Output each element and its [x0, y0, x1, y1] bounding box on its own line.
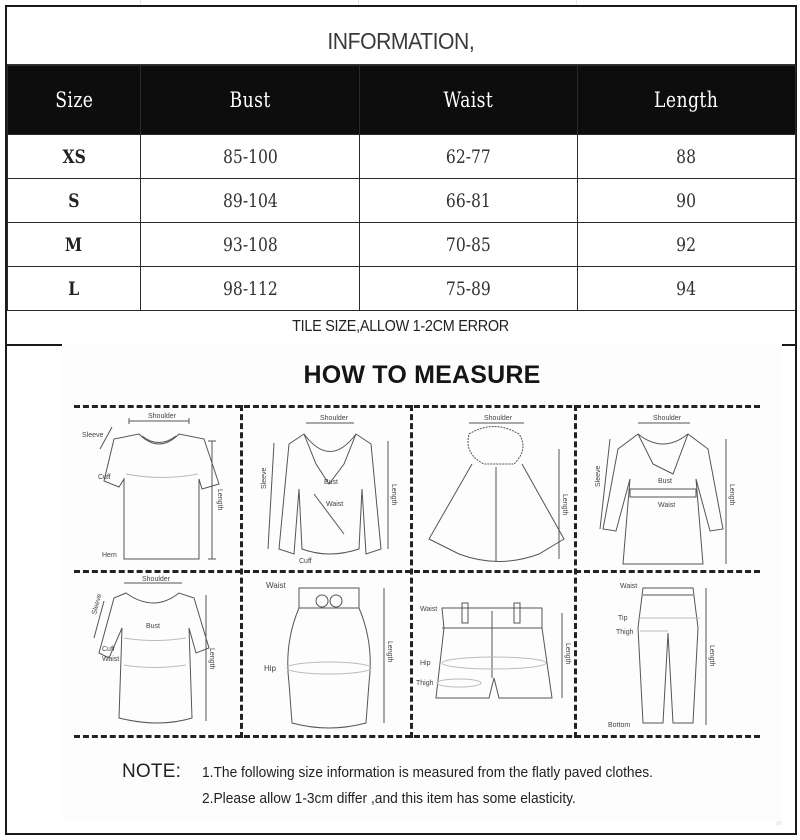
- svg-text:Bust: Bust: [658, 478, 673, 485]
- svg-text:Waist: Waist: [620, 583, 638, 590]
- column-header-waist: Waist: [360, 66, 578, 135]
- svg-text:Shoulder: Shoulder: [320, 415, 349, 422]
- svg-text:Shoulder: Shoulder: [653, 415, 682, 422]
- table-row: [8, 179, 796, 223]
- svg-text:Bottom: Bottom: [608, 722, 631, 729]
- diagram-cape-coat: [414, 409, 584, 573]
- diagram-tshirt: [74, 409, 244, 573]
- size-cell: M: [8, 223, 141, 267]
- shorts-icon: [414, 573, 584, 737]
- svg-text:Thigh: Thigh: [616, 629, 634, 636]
- svg-text:Waist: Waist: [420, 606, 438, 613]
- skirt-icon: [244, 573, 414, 737]
- length-cell: 92: [578, 223, 796, 267]
- measurement-diagram-grid: [74, 405, 760, 738]
- svg-text:Shoulder: Shoulder: [484, 415, 513, 422]
- trench-coat-icon: [578, 409, 748, 573]
- svg-text:Shoulder: Shoulder: [142, 576, 171, 583]
- diagram-dress: [74, 573, 244, 737]
- svg-text:Sleeve: Sleeve: [595, 465, 602, 487]
- svg-text:Shoulder: Shoulder: [148, 413, 177, 420]
- svg-text:Sleeve: Sleeve: [91, 593, 104, 616]
- diagram-blazer: [244, 409, 414, 573]
- tshirt-icon: [74, 409, 244, 573]
- diagram-shorts: [414, 573, 584, 737]
- size-cell: S: [8, 179, 141, 223]
- svg-text:Length: Length: [216, 489, 223, 511]
- size-cell: L: [8, 267, 141, 311]
- tolerance-note: TILE SIZE,ALLOW 1-2CM ERROR: [292, 318, 510, 335]
- information-header: [7, 7, 795, 65]
- size-table: [7, 65, 796, 311]
- how-to-measure-title: HOW TO MEASURE: [303, 361, 541, 389]
- bust-cell: 98-112: [141, 267, 360, 311]
- svg-text:Waist: Waist: [658, 502, 676, 509]
- waist-cell: 75-89: [360, 267, 578, 311]
- diagram-trousers: [578, 573, 748, 737]
- size-cell: XS: [8, 135, 141, 179]
- diagram-skirt: [244, 573, 414, 737]
- bust-cell: 85-100: [141, 135, 360, 179]
- length-cell: 90: [578, 179, 796, 223]
- svg-text:Bust: Bust: [324, 479, 339, 486]
- svg-text:Length: Length: [564, 643, 571, 665]
- tolerance-note-row: [7, 310, 795, 346]
- dress-icon: [74, 573, 244, 737]
- table-row: [8, 267, 796, 311]
- svg-text:Hip: Hip: [420, 660, 431, 667]
- cape-coat-icon: [414, 409, 584, 573]
- svg-text:Length: Length: [728, 484, 735, 506]
- blazer-icon: [244, 409, 414, 573]
- table-row: [8, 135, 796, 179]
- waist-cell: 66-81: [360, 179, 578, 223]
- column-header-length: Length: [578, 66, 796, 135]
- svg-text:Length: Length: [208, 648, 215, 670]
- svg-text:Thigh: Thigh: [416, 680, 434, 687]
- how-to-measure-panel: [62, 343, 782, 821]
- svg-text:Cuff: Cuff: [299, 558, 312, 565]
- waist-cell: 70-85: [360, 223, 578, 267]
- table-row: [8, 223, 796, 267]
- bust-cell: 93-108: [141, 223, 360, 267]
- svg-text:Waist: Waist: [266, 581, 286, 590]
- grid-divider: [74, 405, 760, 408]
- svg-text:Length: Length: [708, 645, 715, 667]
- size-table-header-row: [8, 66, 796, 135]
- note-line-1: 1.The following size information is measured from the flatly paved clothes.: [202, 765, 653, 781]
- svg-text:Length: Length: [561, 494, 568, 516]
- column-header-bust: Bust: [141, 66, 360, 135]
- svg-text:Length: Length: [386, 641, 393, 663]
- svg-text:Hem: Hem: [102, 552, 117, 559]
- svg-text:Waist: Waist: [102, 656, 120, 663]
- information-title: INFORMATION,: [327, 28, 475, 54]
- trousers-icon: [578, 573, 748, 737]
- svg-text:Hip: Hip: [264, 664, 277, 673]
- svg-text:Cuff: Cuff: [98, 474, 111, 481]
- svg-text:Sleeve: Sleeve: [261, 467, 268, 489]
- svg-text:Waist: Waist: [326, 501, 344, 508]
- bust-cell: 89-104: [141, 179, 360, 223]
- svg-text:Length: Length: [390, 484, 397, 506]
- column-header-size: Size: [8, 66, 141, 135]
- length-cell: 88: [578, 135, 796, 179]
- diagram-trench-coat: [578, 409, 748, 573]
- svg-text:Cuff: Cuff: [102, 646, 115, 653]
- length-cell: 94: [578, 267, 796, 311]
- note-line-2: 2.Please allow 1-3cm differ ,and this item has some elasticity.: [202, 791, 576, 807]
- svg-text:Tip: Tip: [618, 615, 628, 622]
- note-label: NOTE:: [122, 761, 182, 782]
- svg-text:Sleeve: Sleeve: [82, 432, 104, 439]
- svg-text:Bust: Bust: [146, 623, 161, 630]
- waist-cell: 62-77: [360, 135, 578, 179]
